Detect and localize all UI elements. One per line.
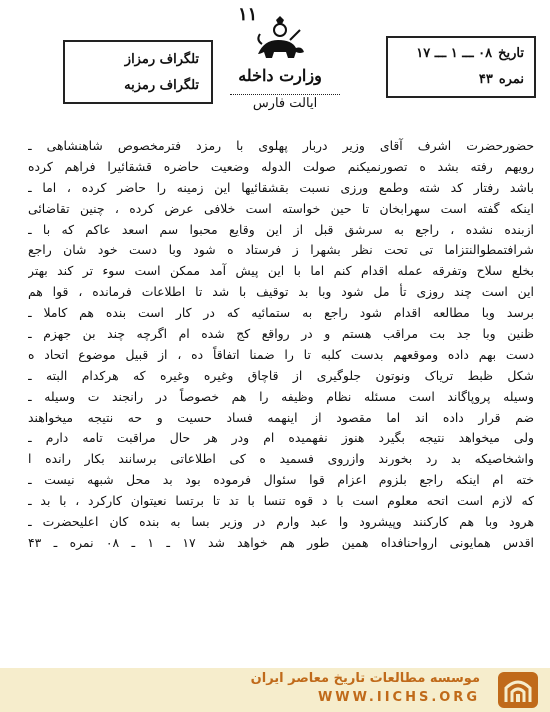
province-title: ایالت فارس — [252, 96, 318, 111]
telegraph-to-label: تلگراف رمزبه — [124, 78, 199, 93]
institute-url[interactable]: WWW.IICHS.ORG — [317, 690, 480, 705]
archive-footer — [0, 668, 550, 712]
number-value: ۴۳ — [478, 72, 493, 87]
body-line: ازبنده نشده ، راجع به سرشق قبل از این وقایع محبوا سم اسعد عاکم که با ـ — [28, 221, 534, 237]
body-line: شرافتمطوالنتزاما تی تحت نظر بشهرا ز فرستاد ه شود وبا دست خود شان راجع — [28, 242, 534, 258]
ministry-title: وزارت داخله — [238, 66, 322, 85]
body-line: اینکه گفته است سهرابخان تا حین خواسته است خلافی عرض کرده ، چنین تقاضائی — [28, 200, 534, 216]
date-label: تاریخ — [498, 46, 524, 61]
body-line: شکل ظبط تریاک ونوتون جلوگیری از قاچاق وغیره وغیره که هرکدام البته ـ — [28, 367, 534, 383]
letterhead — [0, 0, 550, 130]
telegraph-box — [63, 40, 213, 104]
institute-logo-icon — [496, 670, 540, 710]
body-line: واشخاصیکه بد رد بخورند وازروی فسمید ه کی اطلاعاتی برسانند بکار رانده ا — [28, 451, 534, 467]
body-line: وسیله پروپاگاند است مسئله نظام وظیفه را هم خصوصاً در رانجند ت وسیله ـ — [28, 388, 534, 404]
body-line: هرود وبا هم کارکنند وپیشرود وا عبد وارم در وزیر بسا به بنده کان اعلیحضرت ـ — [28, 514, 534, 530]
number-row — [479, 72, 524, 87]
body-line: بخلع سلاح وتفرقه عمله اقدام کنم اما با این پیش آمد ممکن است سوء تر کند بهتر — [28, 263, 534, 279]
body-line: این است چند روزی تأ مل شود وبا بد توقیف با شد تا اطلاعات فرمانده ، قوا هم — [28, 284, 534, 300]
date-number-box — [386, 36, 536, 98]
date-row — [416, 46, 524, 61]
document-number: ۱۱ — [238, 4, 258, 25]
body-line: حضورحضرت اشرف آقای وزیر دربار پهلوی با رمزد فترمخصوص شاهنشاهی ـ — [28, 138, 534, 153]
body-line: خته ام اینکه راجع بلزوم اعزام قوا سئوال فرموده بود بد محل شبهه نیست ـ — [28, 472, 534, 488]
lion-and-sun-emblem-icon — [248, 14, 312, 66]
institute-name: موسسه مطالعات تاریخ معاصر ایران — [250, 671, 480, 686]
body-line: دست بهم داده وموقعهم بدست کلبه تا را ضمنا اتفاقاً ده ، از قبیل موضوع اتحاد ه — [28, 346, 534, 362]
body-line: ضم قرار داده اند اما مقصود از اینهمه فساد حسیت و حه نتیجه میخواهند — [28, 409, 534, 425]
date-value: ۰۸ ـــ ۱ ـــ ۱۷ — [416, 46, 493, 61]
body-line: برسد وبا مطالعه اقدام شود راجع به ستمائیه که در کار است بنده هم کاملا ـ — [28, 305, 534, 321]
number-label: نمره — [498, 72, 524, 87]
body-line: باشد رفتار کد شته وطمع ورزی نسبت بقشقائیها این زمینه را حاضر کرده ، اما ـ — [28, 179, 534, 195]
telegraph-from-label: تلگراف رمزاز — [124, 52, 199, 67]
body-line: رویهم رفته بشد ه تصورنمیکنم صولت الدوله وضعیت حاضره قشقائیرا فراهم کرده — [28, 158, 534, 174]
body-line: که لازم است اتحه معلوم است با د قوه تنسا با تد تا برتسا نعیتوان کارکرد ، با بد ـ — [28, 493, 534, 509]
body-line: ظنین وبا جد بت مراقب هستم و در رواقع کج شده ام اگرچه چند بن جهزم ـ — [28, 326, 534, 342]
body-line: اقدس همایونی ارواحنافداه همین طور هم خواهد شد ۱۷ ـ ۱ ـ ۰۸ نمره ـ ۴۳ — [28, 534, 534, 550]
telegram-body — [28, 136, 534, 554]
body-line: ولی میخواهد نتیجه بگیرد هنوز نفهمیده ام ودر هر حال مراقبت تامه دارم ـ — [28, 430, 534, 446]
